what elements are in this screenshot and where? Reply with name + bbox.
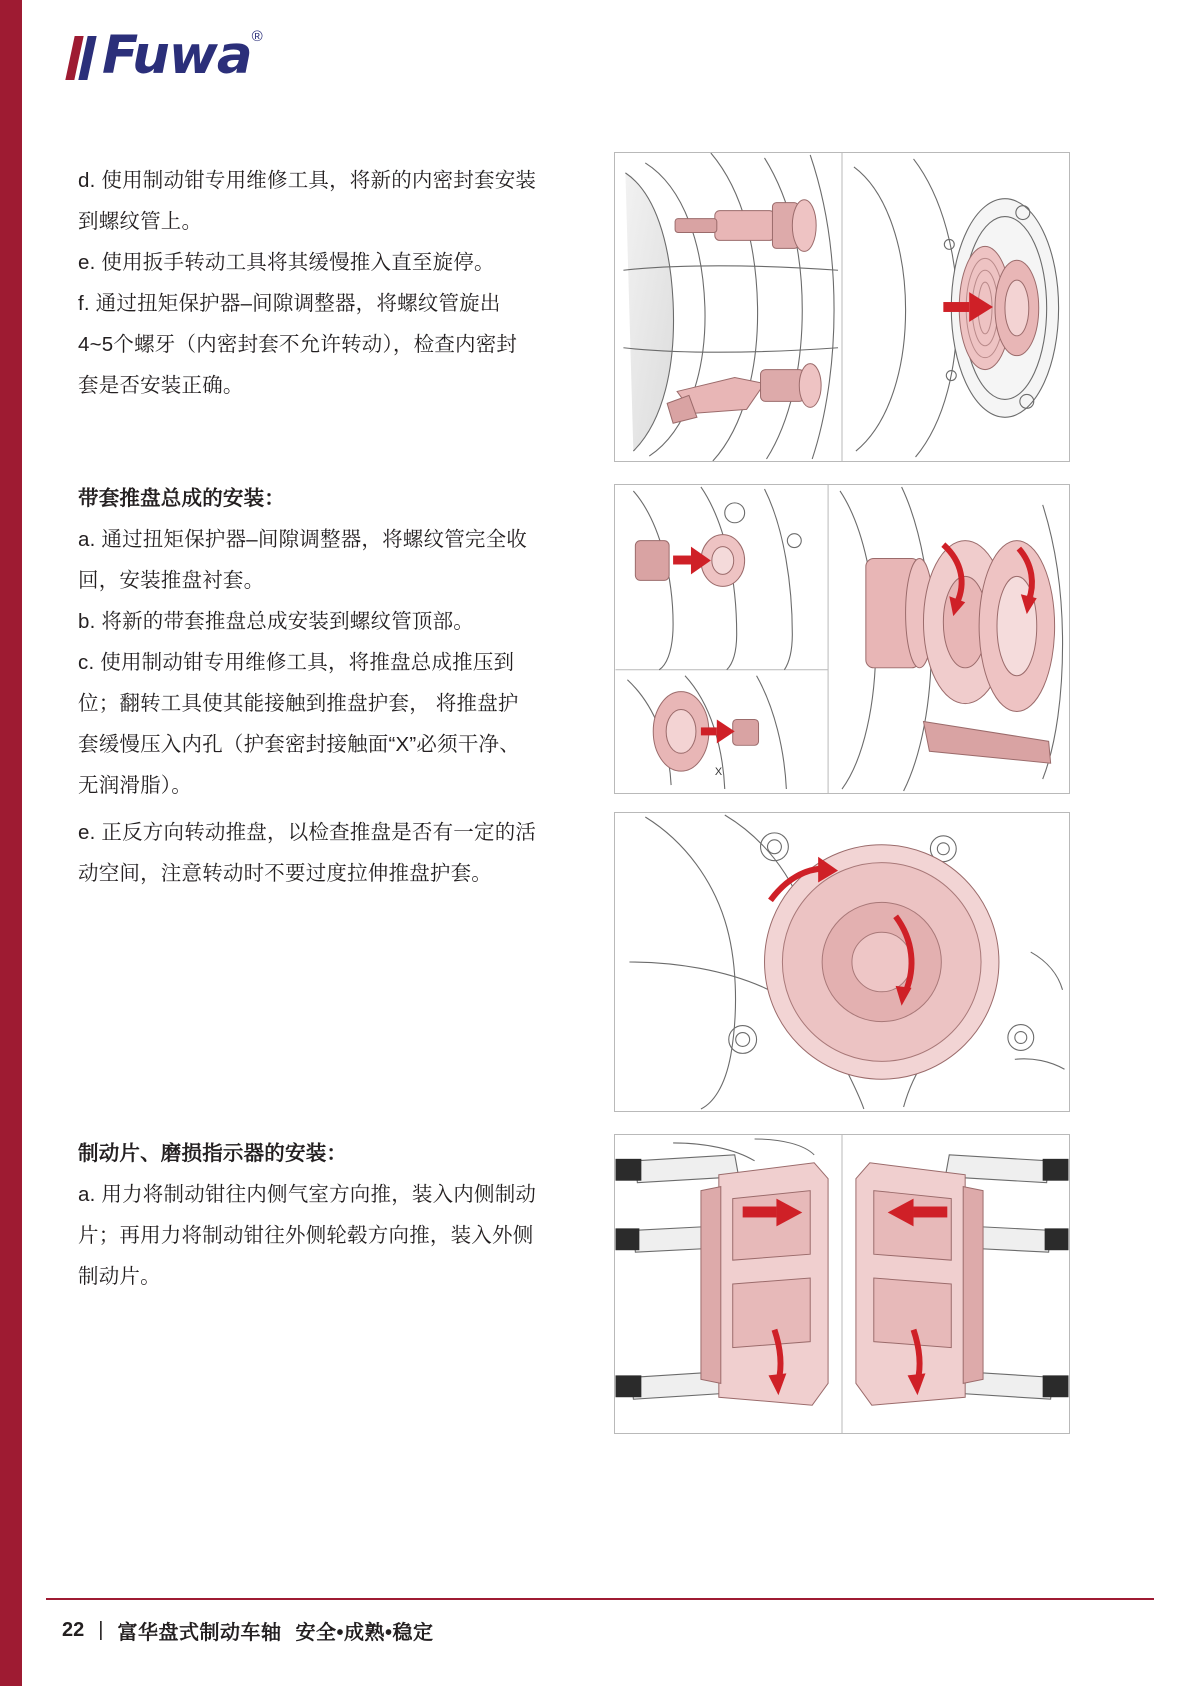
paragraph-line: 套是否安装正确。 [78, 374, 244, 397]
paragraph-line: 4~5个螺牙（内密封套不允许转动），检查内密封 [78, 333, 518, 356]
footer-separator: | [98, 1619, 104, 1641]
paragraph-line: 片；再用力将制动钳往外侧轮毂方向推，装入外侧 [78, 1224, 534, 1247]
registered-mark: ® [251, 28, 263, 45]
text-block-thrust-plate [78, 478, 578, 806]
paragraph-line: b. 将新的带套推盘总成安装到螺纹管顶部。 [78, 610, 474, 633]
figure-2 [614, 484, 1070, 794]
paragraph-line: a. 用力将制动钳往内侧气室方向推，装入内侧制动 [78, 1183, 537, 1206]
left-red-spine [0, 0, 22, 1686]
logo-bars-icon [70, 36, 96, 80]
logo-wordmark: Fuwa [102, 25, 252, 86]
page-footer [62, 1616, 433, 1645]
figure-3 [614, 812, 1070, 1112]
paragraph-line: 回，安装推盘衬套。 [78, 569, 265, 592]
fuwa-logo [70, 25, 263, 86]
text-block-internal-seal [78, 160, 578, 406]
paragraph-line: e. 正反方向转动推盘，以检查推盘是否有一定的活 [78, 821, 537, 844]
paragraph-line: f. 通过扭矩保护器–间隙调整器，将螺纹管旋出 [78, 292, 501, 315]
left-spine-inner [22, 0, 28, 1686]
page-number: 22 [62, 1619, 85, 1641]
paragraph-line: 套缓慢压入内孔（护套密封接触面“X”必须干净、 [78, 733, 520, 756]
paragraph-line: 动空间，注意转动时不要过度拉伸推盘护套。 [78, 862, 492, 885]
paragraph-line: 无润滑脂）。 [78, 774, 192, 797]
figure-4 [614, 1134, 1070, 1434]
text-block-brake-pads [78, 1133, 578, 1297]
paragraph-line: c. 使用制动钳专用维修工具，将推盘总成推压到 [78, 651, 515, 674]
paragraph-line: e. 使用扳手转动工具将其缓慢推入直至旋停。 [78, 251, 495, 274]
paragraph-line: 制动片。 [78, 1265, 161, 1288]
paragraph-line: d. 使用制动钳专用维修工具，将新的内密封套安装 [78, 169, 537, 192]
paragraph-line: 位；翻转工具使其能接触到推盘护套， 将推盘护 [78, 692, 519, 715]
text-block-rotate-check [78, 812, 578, 894]
paragraph-line: a. 通过扭矩保护器–间隙调整器，将螺纹管完全收 [78, 528, 527, 551]
figure-annotation-x: X [714, 766, 723, 779]
figure-1 [614, 152, 1070, 462]
paragraph-line: 到螺纹管上。 [78, 210, 203, 233]
footer-divider [46, 1598, 1154, 1600]
brand-header [70, 25, 263, 98]
section-heading: 带套推盘总成的安装： [78, 487, 285, 510]
footer-slogan: 安全•成熟•稳定 [295, 1622, 434, 1644]
footer-title: 富华盘式制动车轴 [117, 1622, 282, 1644]
section-heading: 制动片、磨损指示器的安装： [78, 1142, 348, 1165]
